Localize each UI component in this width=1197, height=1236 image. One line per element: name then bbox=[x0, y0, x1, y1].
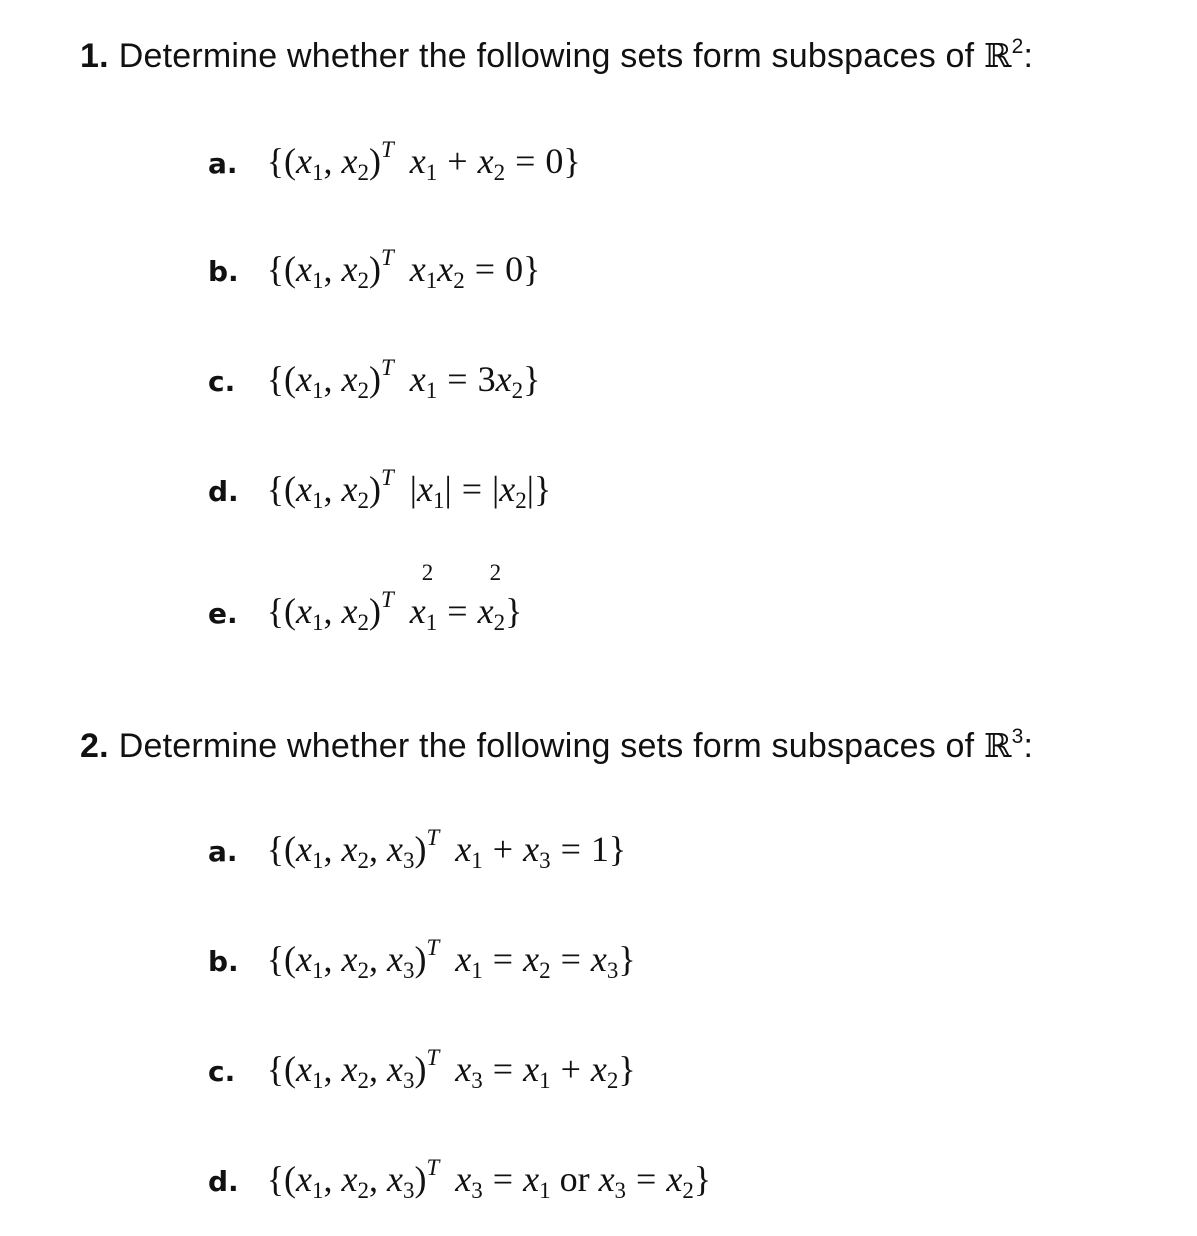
q2-item-d bbox=[208, 1155, 712, 1203]
q1-item-b-math: {($x_1$, $x_2)^T$ $x_1x_2 = 0$} bbox=[266, 245, 541, 293]
question-1-number: 1. bbox=[80, 37, 109, 75]
q2-item-b-label: b. bbox=[208, 945, 239, 978]
q1-item-d-math: {($x_1$, $x_2)^T$ $|x_1| = |x_2|$} bbox=[266, 465, 552, 513]
question-2-heading bbox=[80, 726, 1033, 766]
q2-item-b bbox=[208, 935, 636, 983]
q1-item-e-label: e. bbox=[208, 597, 238, 630]
q2-item-b-math: {($x_1$, $x_2$, $x_3)^T$ $x_1 = x_2 = x_3$} bbox=[266, 935, 636, 983]
or-word: or bbox=[559, 1159, 590, 1199]
q2-item-c-math: {($x_1$, $x_2$, $x_3)^T$ $x_3 = x_1 + x_2$} bbox=[266, 1045, 636, 1093]
question-2-number: 2. bbox=[80, 727, 109, 765]
q1-item-e bbox=[208, 560, 523, 635]
q2-item-d-math: {($x_1$, $x_2$, $x_3)^T$ $x_3 = x_1$ or $x_3 = x_2$} bbox=[266, 1155, 712, 1203]
q2-item-c-label: c. bbox=[208, 1055, 236, 1088]
q1-item-d bbox=[208, 465, 552, 513]
question-1-heading bbox=[80, 36, 1033, 76]
q2-item-a bbox=[208, 825, 627, 873]
question-2-space-symbol: ℝ bbox=[983, 726, 1012, 765]
q2-item-c bbox=[208, 1045, 636, 1093]
q1-item-c-label: c. bbox=[208, 365, 236, 398]
question-2-space-exponent: 3 bbox=[1011, 725, 1024, 748]
question-1-space-exponent: 2 bbox=[1011, 35, 1024, 58]
q2-item-a-math: {($x_1$, $x_2$, $x_3)^T$ $x_1 + x_3 = 1$} bbox=[266, 825, 627, 873]
q1-item-b bbox=[208, 245, 541, 293]
q1-item-d-label: d. bbox=[208, 475, 239, 508]
question-2-suffix: : bbox=[1023, 727, 1034, 765]
q2-item-a-label: a. bbox=[208, 835, 238, 868]
q2-item-d-label: d. bbox=[208, 1165, 239, 1198]
q1-item-a-math: {($x_1$, $x_2)^T$ $x_1 + x_2 = 0$} bbox=[266, 137, 581, 185]
question-2-text: Determine whether the following sets form subspaces of bbox=[118, 727, 984, 765]
q1-item-c bbox=[208, 355, 541, 403]
q1-item-e-math: {($x_1$, $x_2)^T$ 2 $x_1$ = 2 $x_2$} bbox=[266, 560, 523, 635]
question-1-text: Determine whether the following sets form subspaces of bbox=[118, 37, 984, 75]
q1-item-a bbox=[208, 137, 581, 185]
q1-item-b-label: b. bbox=[208, 255, 239, 288]
question-1-suffix: : bbox=[1023, 37, 1034, 75]
q1-item-c-math: {($x_1$, $x_2)^T$ $x_1 = 3x_2$} bbox=[266, 355, 541, 403]
question-1-space-symbol: ℝ bbox=[983, 36, 1012, 75]
q1-item-a-label: a. bbox=[208, 147, 238, 180]
